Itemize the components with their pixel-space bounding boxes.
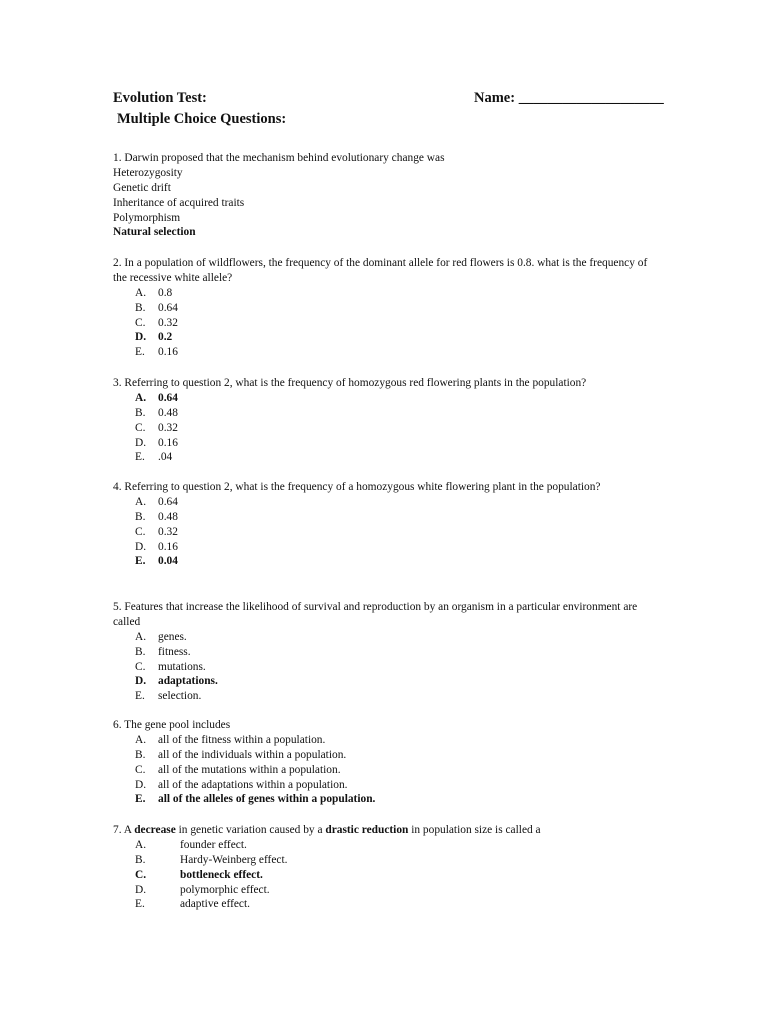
emphasis: drastic reduction: [325, 824, 409, 836]
option: C. 0.32: [135, 525, 178, 538]
option: B. fitness.: [135, 645, 191, 658]
question-stem: 6. The gene pool includes: [113, 719, 231, 731]
question-2: [113, 256, 653, 360]
option: A. all of the fitness within a population.: [135, 733, 326, 746]
question-3: [113, 376, 653, 465]
question-7: [113, 823, 653, 912]
option: E. 0.16: [135, 346, 178, 359]
option: A. 0.8: [135, 286, 173, 299]
option-correct: C. bottleneck effect.: [135, 868, 263, 881]
question-stem: 3. Referring to question 2, what is the frequency of homozygous red flowering plants in the population?: [113, 377, 587, 389]
name-field: Name: ____________________: [474, 90, 664, 106]
option: B. 0.48: [135, 406, 178, 419]
option: A. 0.64: [135, 495, 178, 508]
option-correct: E. 0.04: [135, 555, 178, 568]
option: A. genes.: [135, 630, 187, 643]
option-list: [113, 495, 653, 569]
option: C. all of the mutations within a population.: [135, 763, 341, 776]
option: C. mutations.: [135, 660, 206, 673]
question-5: [113, 600, 653, 704]
option: Inheritance of acquired traits: [113, 196, 245, 209]
option: D. 0.16: [135, 436, 178, 449]
test-title: Evolution Test:: [113, 90, 207, 106]
option: Genetic drift: [113, 181, 171, 194]
option: B. 0.64: [135, 301, 178, 314]
option: D. 0.16: [135, 540, 178, 553]
section-heading: Multiple Choice Questions:: [117, 111, 287, 127]
option: B. 0.48: [135, 510, 178, 523]
question-stem: 2. In a population of wildflowers, the frequency of the dominant allele for red flowers is 0.8. what is the frequency of the recessive white allele?: [113, 257, 648, 284]
option: A. founder effect.: [135, 838, 247, 851]
option: C. 0.32: [135, 421, 178, 434]
option: C. 0.32: [135, 316, 178, 329]
option-list: [113, 838, 653, 912]
option-correct: D. 0.2: [135, 331, 173, 344]
option-list: [113, 391, 653, 465]
question-stem: 5. Features that increase the likelihood of survival and reproduction by an organism in a particular environment are called: [113, 601, 638, 628]
option: Polymorphism: [113, 211, 181, 224]
option: E. selection.: [135, 690, 202, 703]
option-correct: Natural selection: [113, 226, 196, 239]
question-stem: 7. A decrease in genetic variation caused by a drastic reduction in population size is called a: [113, 824, 541, 836]
option: E. .04: [135, 451, 173, 464]
option: D. polymorphic effect.: [135, 883, 270, 896]
option-correct: D. adaptations.: [135, 675, 218, 688]
option: B. all of the individuals within a population.: [135, 748, 347, 761]
option: B. Hardy-Weinberg effect.: [135, 853, 288, 866]
option-correct: E. all of the alleles of genes within a population.: [135, 793, 376, 806]
question-4: [113, 480, 653, 569]
option-correct: A. 0.64: [135, 391, 178, 404]
option: E. adaptive effect.: [135, 898, 250, 911]
option-list: [113, 733, 653, 807]
question-6: [113, 718, 653, 807]
option-list: [113, 166, 653, 240]
question-stem: 4. Referring to question 2, what is the frequency of a homozygous white flowering plant in the population?: [113, 481, 601, 493]
option: D. all of the adaptations within a population.: [135, 778, 348, 791]
option-list: [113, 286, 653, 360]
option-list: [113, 630, 653, 704]
option: Heterozygosity: [113, 166, 183, 179]
question-stem: 1. Darwin proposed that the mechanism behind evolutionary change was: [113, 152, 445, 164]
emphasis: decrease: [134, 824, 176, 836]
question-1: [113, 151, 653, 240]
